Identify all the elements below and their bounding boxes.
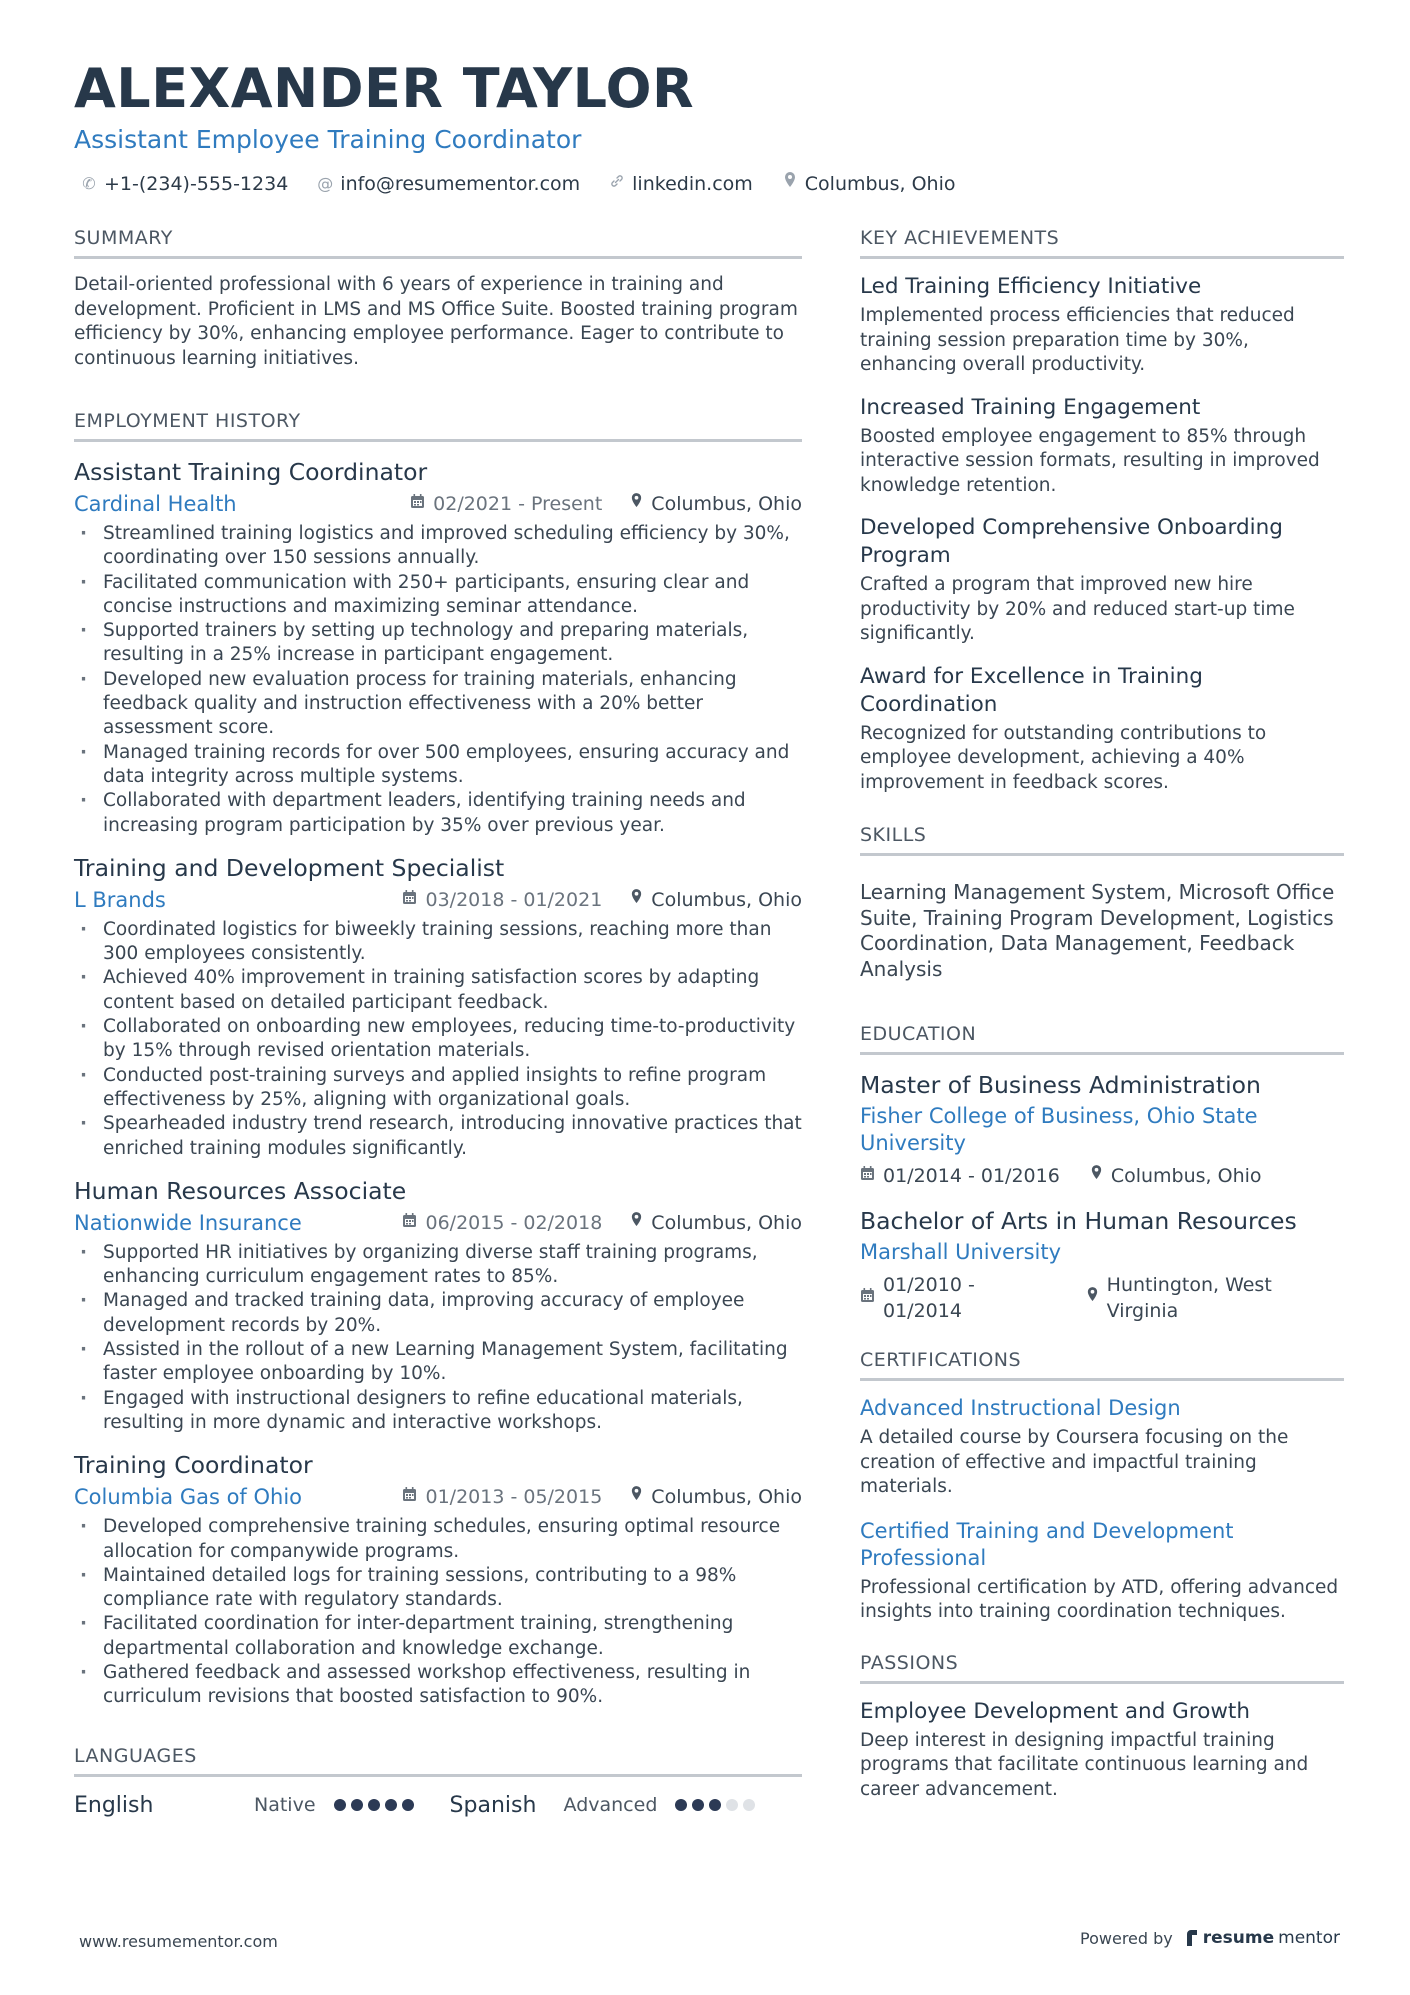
job-bullet: · Managed training records for over 500 employees, ensuring accuracy and data integrity across multiple systems.: [74, 741, 802, 790]
achievement-item: [860, 663, 1344, 796]
job-meta-right: [402, 886, 802, 914]
job-dates: 06/2015 - 02/2018: [425, 1211, 603, 1234]
job-meta: [74, 1209, 802, 1237]
degree-title: Master of Business Administration: [860, 1071, 1261, 1099]
achievement-title: Award for Excellence in Training Coordination: [860, 663, 1203, 717]
education-location: Columbus, Ohio: [1110, 1165, 1262, 1187]
certification-title: Advanced Instructional Design: [860, 1396, 1181, 1420]
language-level: Native: [254, 1794, 316, 1817]
brand-mark-icon: [1185, 1929, 1199, 1947]
passion-item: [860, 1698, 1344, 1803]
education-location-wrap: [1090, 1163, 1262, 1189]
certification-desc: Professional certification by ATD, offering advanced insights into training coordination techniques.: [860, 1576, 1339, 1622]
contact-phone-text: +1-(234)-555-1234: [104, 173, 289, 195]
contact-linkedin-text: linkedin.com: [632, 173, 753, 195]
certification-desc: A detailed course by Coursera focusing on the creation of effective and impactful training materials.: [860, 1427, 1289, 1497]
resume-page: [74, 57, 1344, 1818]
job-bullet: · Coordinated logistics for biweekly training sessions, reaching more than 300 employees consistently.: [74, 918, 802, 967]
school-name: Fisher College of Business, Ohio State University: [860, 1104, 1258, 1155]
education-dates-wrap: [860, 1163, 1060, 1189]
passion-desc: Deep interest in designing impactful training programs that facilitate continuous learning and career advancement.: [860, 1729, 1309, 1800]
passion-list: [860, 1698, 1344, 1803]
contact-linkedin[interactable]: [608, 170, 753, 198]
achievement-item: [860, 514, 1344, 647]
contact-email[interactable]: [316, 170, 580, 198]
job-list: [74, 456, 802, 1710]
job-bullet: · Spearheaded industry trend research, introducing innovative practices that enriched training modules significantly.: [74, 1112, 802, 1161]
job-location: Columbus, Ohio: [651, 493, 802, 515]
achievement-desc: Implemented process efficiencies that reduced training session preparation time by 30%, enhancing overall productivity.: [860, 305, 1295, 375]
rating-dot: [351, 1799, 363, 1811]
achievements-heading: KEY ACHIEVEMENTS: [860, 226, 1344, 259]
job-dates-wrap: [402, 1209, 602, 1237]
education-location-wrap: [1086, 1272, 1344, 1324]
job-bullet: · Collaborated with department leaders, identifying training needs and increasing program participation by 35% over previous year.: [74, 789, 802, 838]
certification-item: [860, 1518, 1344, 1625]
location-icon: [630, 1483, 643, 1511]
job-bullet: · Facilitated coordination for inter-department training, strengthening departmental collaboration and knowledge exchange.: [74, 1612, 802, 1661]
job-bullets: [74, 1241, 802, 1435]
calendar-icon: [860, 1285, 875, 1311]
education-item: [860, 1205, 1344, 1324]
location-icon: [630, 1209, 643, 1237]
job-dates-wrap: [402, 1483, 602, 1511]
job-meta-right: [410, 490, 802, 518]
certification-item: [860, 1395, 1344, 1500]
job-bullet: · Developed comprehensive training schedules, ensuring optimal resource allocation for companywide programs.: [74, 1515, 802, 1564]
summary-heading: SUMMARY: [74, 226, 802, 259]
job-bullet: · Managed and tracked training data, improving accuracy of employee development records by 20%.: [74, 1289, 802, 1338]
language-list: [74, 1793, 802, 1818]
job-bullet: · Facilitated communication with 250+ participants, ensuring clear and concise instructions and maximizing seminar attendance.: [74, 571, 802, 620]
powered-by-label: Powered by: [1080, 1928, 1173, 1948]
skills-heading: SKILLS: [860, 823, 1344, 856]
job-bullet: · Achieved 40% improvement in training satisfaction scores by adapting content based on detailed participant feedback.: [74, 966, 802, 1015]
job-dates-wrap: [410, 490, 602, 518]
location-icon: [781, 170, 799, 198]
rating-dot: [675, 1799, 687, 1811]
job-location: Columbus, Ohio: [651, 888, 802, 911]
job-entry: [74, 1175, 802, 1435]
language-rating: [675, 1799, 755, 1811]
passions-heading: PASSIONS: [860, 1651, 1344, 1684]
job-bullet: · Engaged with instructional designers to refine educational materials, resulting in more dynamic and interactive workshops.: [74, 1387, 802, 1436]
contact-email-text: info@resumementor.com: [340, 173, 581, 195]
location-icon: [1090, 1163, 1103, 1189]
employment-heading: EMPLOYMENT HISTORY: [74, 409, 802, 442]
calendar-icon: [402, 1209, 417, 1237]
job-bullet: · Maintained detailed logs for training sessions, contributing to a 98% compliance rate with regulatory standards.: [74, 1564, 802, 1613]
language-rating: [334, 1799, 414, 1811]
summary-text: Detail-oriented professional with 6 years of experience in training and development. Proficient in LMS and MS Office Suite. Boosted training program efficiency by 30%, enhancing employee performance. Eager to contribute to continuous learning initiatives.: [74, 274, 798, 369]
job-bullet: · Supported trainers by setting up technology and preparing materials, resulting in a 25% increase in participant engagement.: [74, 619, 802, 668]
brand-rest-text: mentor: [1278, 1928, 1340, 1948]
job-title: Assistant Training Coordinator: [74, 458, 428, 486]
education-dates: 01/2010 - 01/2014: [883, 1274, 975, 1322]
rating-dot: [334, 1799, 346, 1811]
education-meta: [860, 1163, 1344, 1189]
job-meta: [74, 886, 802, 914]
contact-phone[interactable]: [80, 170, 288, 198]
achievement-list: [860, 273, 1344, 795]
phone-icon: ✆: [82, 174, 96, 193]
education-meta: [860, 1272, 1344, 1324]
education-dates-wrap: [860, 1272, 1056, 1324]
achievement-title: Developed Comprehensive Onboarding Program: [860, 515, 1283, 568]
job-bullets: [74, 522, 802, 838]
footer-website[interactable]: www.resumementor.com: [79, 1932, 278, 1951]
footer-branding: [1080, 1928, 1340, 1948]
rating-dot: [402, 1799, 414, 1811]
job-bullet: · Collaborated on onboarding new employees, reducing time-to-productivity by 15% through revised orientation materials.: [74, 1015, 802, 1064]
education-dates: 01/2014 - 01/2016: [883, 1165, 1060, 1187]
certification-list: [860, 1395, 1344, 1625]
right-column: [860, 226, 1344, 1818]
job-location: Columbus, Ohio: [651, 1486, 802, 1509]
job-bullet: · Conducted post-training surveys and applied insights to refine program effectiveness by 25%, aligning with organizational goals.: [74, 1064, 802, 1113]
job-title: Training Coordinator: [74, 1451, 313, 1480]
company-name: Nationwide Insurance: [74, 1210, 302, 1235]
contact-location: [781, 170, 956, 198]
contact-bar: [74, 170, 1344, 198]
rating-dot: [709, 1799, 721, 1811]
job-title: Human Resources Associate: [74, 1176, 407, 1205]
skills-text: Learning Management System, Microsoft Office Suite, Training Program Development, Logistics Coordination, Data Management, Feedback Analysis: [860, 880, 1335, 981]
job-entry: [74, 852, 802, 1161]
job-dates: 02/2021 - Present: [433, 493, 603, 515]
job-bullets: [74, 1515, 802, 1709]
job-bullet: · Assisted in the rollout of a new Learning Management System, facilitating faster employee onboarding by 10%.: [74, 1338, 802, 1387]
job-dates: 03/2018 - 01/2021: [425, 888, 603, 911]
job-location-wrap: [630, 1209, 802, 1237]
job-dates-wrap: [402, 886, 602, 914]
email-icon: @: [317, 174, 334, 193]
link-icon: [608, 170, 626, 198]
calendar-icon: [402, 886, 417, 914]
location-icon: [630, 490, 643, 518]
achievement-desc: Boosted employee engagement to 85% through interactive session formats, resulting in improved knowledge retention.: [860, 425, 1320, 496]
job-dates: 01/2013 - 05/2015: [425, 1486, 603, 1509]
achievement-item: [860, 273, 1344, 378]
achievement-title: Increased Training Engagement: [860, 394, 1201, 420]
job-bullet: · Gathered feedback and assessed workshop effectiveness, resulting in curriculum revisions that boosted satisfaction to 90%.: [74, 1661, 802, 1710]
certification-title: Certified Training and Development Professional: [860, 1518, 1234, 1570]
brand-logo[interactable]: [1185, 1928, 1340, 1948]
company-name: L Brands: [74, 887, 166, 912]
job-location-wrap: [630, 490, 802, 518]
achievement-title: Led Training Efficiency Initiative: [860, 274, 1202, 299]
calendar-icon: [860, 1163, 875, 1189]
rating-dot: [726, 1799, 738, 1811]
left-column: [74, 226, 802, 1818]
education-heading: EDUCATION: [860, 1022, 1344, 1055]
certifications-heading: CERTIFICATIONS: [860, 1348, 1344, 1381]
job-bullets: [74, 918, 802, 1161]
job-meta: [74, 490, 802, 518]
job-bullet: · Developed new evaluation process for training materials, enhancing feedback quality and instruction effectiveness with a 20% better assessment score.: [74, 668, 802, 741]
job-location-wrap: [630, 886, 802, 914]
language-name: Spanish: [449, 1792, 537, 1818]
passion-title: Employee Development and Growth: [860, 1698, 1250, 1724]
company-name: Cardinal Health: [74, 492, 237, 516]
education-list: [860, 1069, 1344, 1324]
job-meta: [74, 1483, 802, 1511]
candidate-name: ALEXANDER TAYLOR: [74, 57, 695, 120]
school-name: Marshall University: [860, 1240, 1062, 1264]
job-bullet: · Supported HR initiatives by organizing diverse staff training programs, enhancing curriculum engagement rates to 85%.: [74, 1241, 802, 1290]
language-name: English: [74, 1792, 154, 1818]
brand-bold-text: resume: [1202, 1928, 1275, 1948]
degree-title: Bachelor of Arts in Human Resources: [860, 1207, 1297, 1235]
rating-dot: [368, 1799, 380, 1811]
achievement-desc: Crafted a program that improved new hire productivity by 20% and reduced start-up time significantly.: [860, 574, 1295, 644]
job-location: Columbus, Ohio: [651, 1211, 802, 1234]
rating-dot: [385, 1799, 397, 1811]
language-level: Advanced: [563, 1794, 658, 1817]
candidate-title: Assistant Employee Training Coordinator: [74, 125, 582, 154]
languages-heading: LANGUAGES: [74, 1744, 802, 1777]
achievement-desc: Recognized for outstanding contributions to employee development, achieving a 40% improvement in feedback scores.: [860, 722, 1267, 793]
job-title: Training and Development Specialist: [74, 853, 505, 882]
education-item: [860, 1069, 1344, 1189]
job-meta-right: [402, 1483, 802, 1511]
job-location-wrap: [630, 1483, 802, 1511]
job-bullet: · Streamlined training logistics and improved scheduling efficiency by 30%, coordinating over 150 sessions annually.: [74, 522, 802, 571]
contact-location-text: Columbus, Ohio: [804, 173, 956, 195]
company-name: Columbia Gas of Ohio: [74, 1485, 303, 1510]
job-entry: [74, 456, 802, 838]
job-entry: [74, 1449, 802, 1709]
achievement-item: [860, 394, 1344, 499]
education-location: Huntington, West Virginia: [1106, 1274, 1272, 1322]
calendar-icon: [402, 1483, 417, 1511]
calendar-icon: [410, 490, 425, 518]
job-meta-right: [402, 1209, 802, 1237]
rating-dot: [743, 1799, 755, 1811]
rating-dot: [692, 1799, 704, 1811]
location-icon: [1086, 1285, 1099, 1311]
location-icon: [630, 886, 643, 914]
